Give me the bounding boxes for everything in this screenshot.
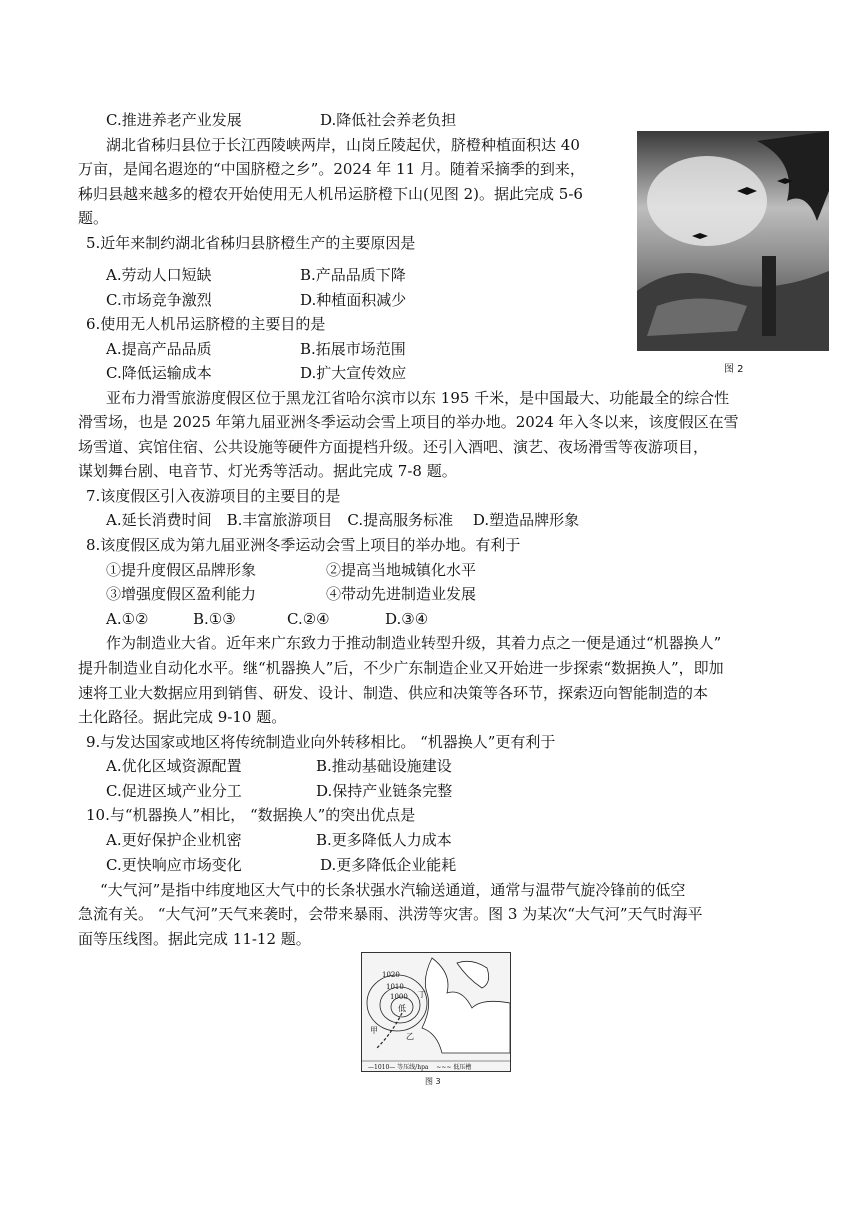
passage2-line-2: 滑雪场，也是 2025 年第九届亚洲冬季运动会雪上项目的举办地。2024 年入冬以来，该度假区在雪 (78, 413, 739, 431)
q5-stem: 5.近年来制约湖北省秭归县脐橙生产的主要原因是 (86, 234, 416, 252)
low-pressure-label: 低 (398, 1004, 406, 1013)
q6-option-a: A.提高产品品质 (106, 340, 212, 358)
drone-orchard-illustration (637, 131, 829, 351)
passage4-line-1: “大气河”是指中纬度地区大气中的长条状强水汽输送通道，通常与温带气旋冷锋前的低空 (100, 881, 686, 899)
q5-option-b: B.产品品质下降 (300, 266, 406, 284)
q8-statement-1: ①提升度假区品牌形象 (106, 561, 257, 579)
q7-options: A.延长消费时间 B.丰富旅游项目 C.提高服务标准 D.塑造品牌形象 (106, 511, 580, 529)
isobar-label-1010: 1010 (386, 983, 404, 991)
q10-option-c: C.更快响应市场变化 (106, 856, 242, 874)
passage4-line-3: 面等压线图。据此完成 11-12 题。 (78, 930, 311, 948)
q9-option-a: A.优化区域资源配置 (106, 757, 242, 775)
q4-option-c: C.推进养老产业发展 (106, 111, 242, 129)
figure3-legend: —1010— 等压线/hpa ~~~ 低压槽 (368, 1064, 472, 1071)
q10-option-a: A.更好保护企业机密 (106, 831, 242, 849)
q5-option-c: C.市场竞争激烈 (106, 291, 212, 309)
q6-option-b: B.拓展市场范围 (300, 340, 406, 358)
passage3-line-2: 提升制造业自动化水平。继“机器换人”后，不少广东制造企业又开始进一步探索“数据换人”，即加 (78, 659, 724, 677)
point-label-ding: 丁 (418, 990, 426, 999)
passage2-line-3: 场雪道、宾馆住宿、公共设施等硬件方面提档升级。还引入酒吧、演艺、夜场滑雪等夜游项目， (78, 438, 709, 456)
passage1-line-4: 题。 (78, 209, 109, 227)
q6-option-d: D.扩大宣传效应 (300, 364, 407, 382)
q5-option-d: D.种植面积减少 (300, 291, 407, 309)
passage3-line-4: 土化路径。据此完成 9-10 题。 (78, 708, 287, 726)
passage1-line-3: 秭归县越来越多的橙农开始使用无人机吊运脐橙下山(见图 2)。据此完成 5-6 (78, 185, 583, 203)
passage4-line-2: 急流有关。 “大气河”天气来袭时，会带来暴雨、洪涝等灾害。图 3 为某次“大气河”天气时海平 (78, 905, 703, 923)
q6-option-c: C.降低运输成本 (106, 364, 212, 382)
q10-option-b: B.更多降低人力成本 (316, 831, 452, 849)
passage2-line-4: 谋划舞台剧、电音节、灯光秀等活动。据此完成 7-8 题。 (78, 462, 457, 480)
q6-stem: 6.使用无人机吊运脐橙的主要目的是 (86, 315, 326, 333)
q8-option-d: D.③④ (385, 610, 429, 628)
q8-stem: 8.该度假区成为第九届亚洲冬季运动会雪上项目的举办地。有利于 (86, 536, 521, 554)
passage1-line-2: 万亩，是闻名遐迩的“中国脐橙之乡”。2024 年 11 月。随着采摘季的到来， (78, 160, 585, 178)
q4-option-d: D.降低社会养老负担 (320, 111, 457, 129)
q9-option-c: C.促进区域产业分工 (106, 782, 242, 800)
q8-statement-2: ②提高当地城镇化水平 (326, 561, 477, 579)
isobar-label-1020: 1020 (382, 971, 400, 979)
q9-option-d: D.保持产业链条完整 (316, 782, 453, 800)
passage3-line-1: 作为制造业大省。近年来广东致力于推动制造业转型升级，其着力点之一便是通过“机器换人” (106, 634, 722, 652)
q9-option-b: B.推动基础设施建设 (316, 757, 452, 775)
figure2-photo (637, 131, 829, 351)
q8-option-c: C.②④ (287, 610, 330, 628)
q7-stem: 7.该度假区引入夜游项目的主要目的是 (86, 487, 341, 505)
figure3-caption: 图 3 (425, 1077, 441, 1086)
q8-option-b: B.①③ (193, 610, 236, 628)
q8-statement-3: ③增强度假区盈利能力 (106, 585, 257, 603)
point-label-yi: 乙 (406, 1032, 414, 1041)
q9-stem: 9.与发达国家或地区将传统制造业向外转移相比。 “机器换人”更有利于 (86, 733, 556, 751)
figure2-caption: 图 2 (724, 364, 744, 375)
point-label-jia: 甲 (370, 1026, 378, 1035)
q5-option-a: A.劳动人口短缺 (106, 266, 212, 284)
q8-statement-4: ④带动先进制造业发展 (326, 585, 477, 603)
isobar-label-1000: 1000 (390, 993, 408, 1001)
passage1-line-1: 湖北省秭归县位于长江西陵峡两岸，山岗丘陵起伏，脐橙种植面积达 40 (106, 136, 580, 154)
q10-option-d: D.更多降低企业能耗 (320, 856, 457, 874)
figure3-map (361, 952, 511, 1072)
passage2-line-1: 亚布力滑雪旅游度假区位于黑龙江省哈尔滨市以东 195 千米，是中国最大、功能最全的综合性 (106, 389, 730, 407)
passage3-line-3: 速将工业大数据应用到销售、研发、设计、制造、供应和决策等各环节，探索迈向智能制造的本 (78, 684, 709, 702)
q10-stem: 10.与“机器换人”相比， “数据换人”的突出优点是 (86, 806, 416, 824)
q8-option-a: A.①② (106, 610, 149, 628)
